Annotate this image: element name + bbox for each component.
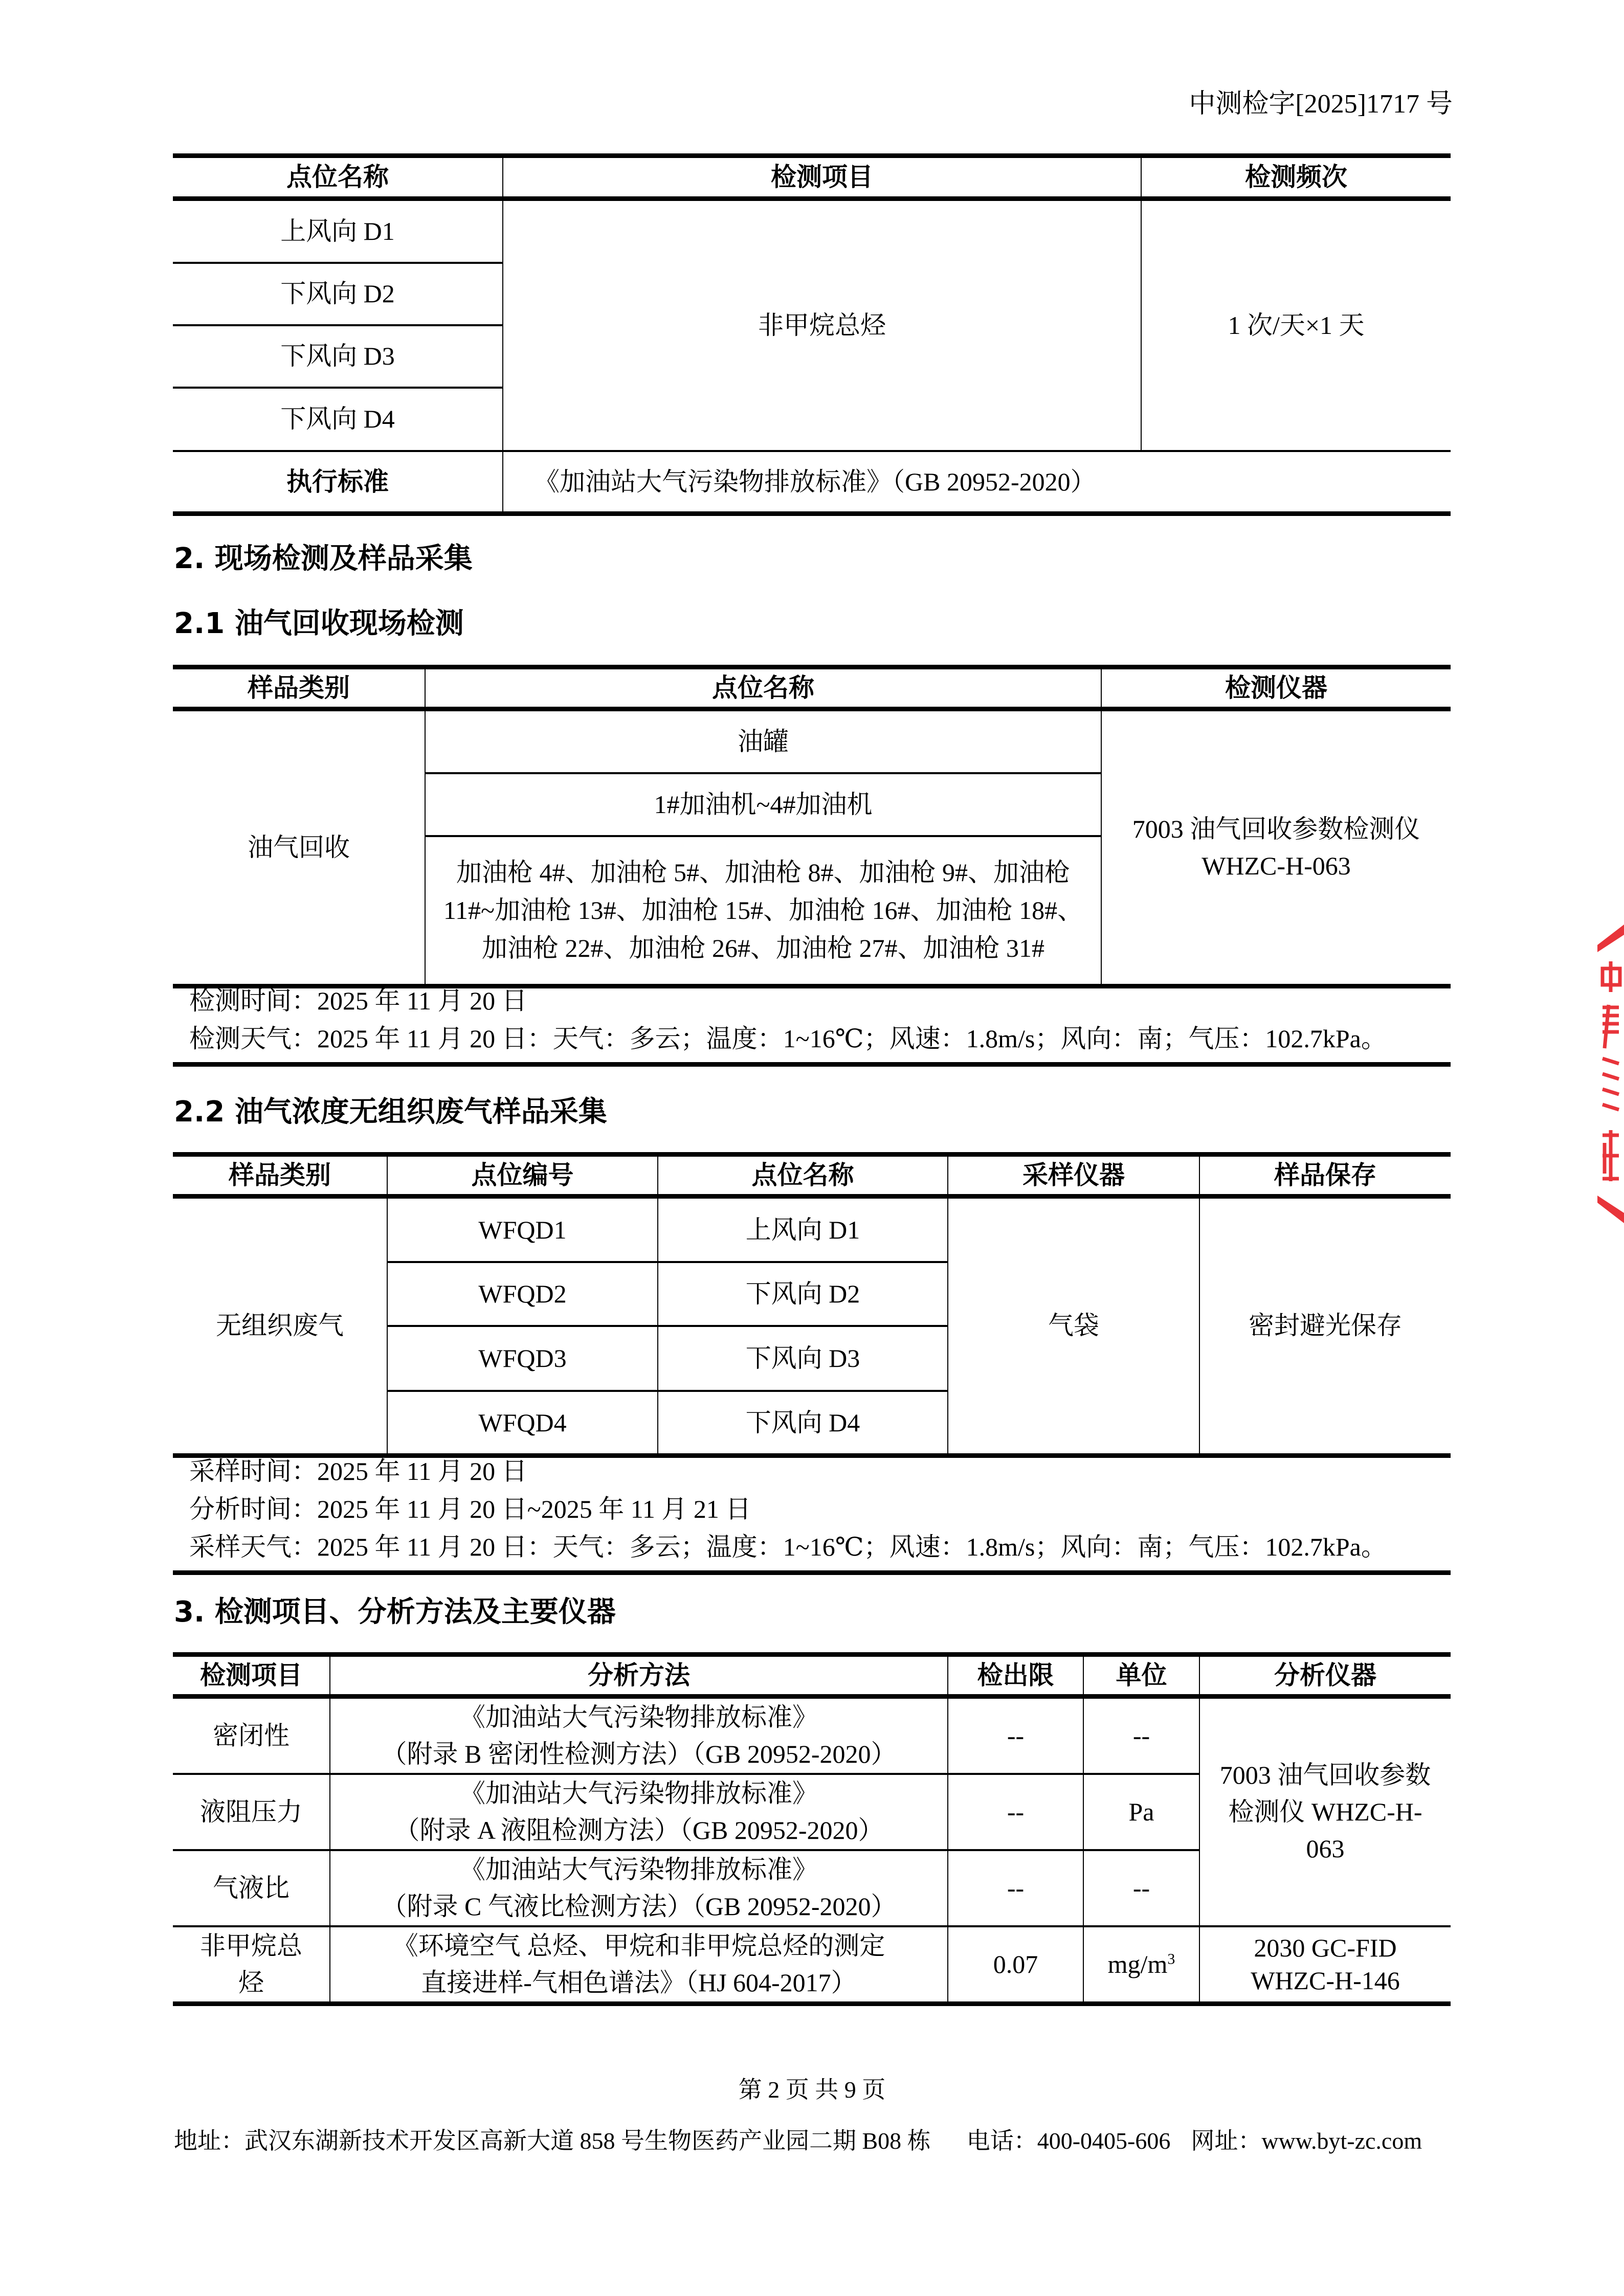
point-name: 上风向 D1	[173, 199, 503, 263]
column-header: 点位编号	[387, 1155, 658, 1197]
column-header: 检测频次	[1141, 156, 1451, 199]
section-2-2-title: 2.2 油气浓度无组织废气样品采集	[174, 1095, 607, 1129]
column-header: 点位名称	[173, 156, 503, 199]
methods-table	[173, 1652, 1451, 2006]
point-name: 下风向 D2	[658, 1262, 948, 1326]
column-header: 分析仪器	[1199, 1655, 1451, 1697]
sample-category: 无组织废气	[173, 1196, 387, 1455]
detection-limit: 0.07	[948, 1926, 1083, 2004]
footer-phone: 电话：400-0405-606	[966, 2128, 1171, 2154]
point-name: 下风向 D3	[658, 1326, 948, 1391]
detection-limit: --	[948, 1696, 1083, 1774]
analysis-instrument: 7003 油气回收参数检测仪 WHZC-H-063	[1199, 1696, 1451, 1926]
analysis-method	[330, 1696, 948, 1774]
unit: --	[1083, 1696, 1199, 1774]
unit: --	[1083, 1850, 1199, 1926]
page-number: 第 2 页 共 9 页	[738, 2077, 886, 2103]
point-code: WFQD4	[387, 1391, 658, 1455]
test-item: 气液比	[173, 1850, 330, 1926]
method-title: 《加油站大气污染物排放标准》	[460, 1779, 818, 1808]
section-2-1-title: 2.1 油气回收现场检测	[174, 607, 464, 640]
point-name: 1#加油机~4#加油机	[425, 773, 1101, 836]
divider	[173, 1570, 1451, 1575]
vapor-recovery-table	[173, 665, 1451, 988]
column-header: 样品类别	[173, 1155, 387, 1197]
section-3-title: 3. 检测项目、分析方法及主要仪器	[174, 1595, 616, 1629]
sample-category: 油气回收	[173, 709, 425, 986]
unit-exponent: 3	[1167, 1950, 1175, 1968]
footer-website: 网址：www.byt-zc.com	[1191, 2128, 1422, 2154]
analysis-time: 分析时间：2025 年 11 月 20 日~2025 年 11 月 21 日	[189, 1495, 751, 1523]
column-header: 样品类别	[173, 667, 425, 709]
unit: Pa	[1083, 1774, 1199, 1850]
test-weather: 检测天气：2025 年 11 月 20 日：天气：多云；温度：1~16℃；风速：1.8m/s；风向：南；气压：102.7kPa。	[189, 1024, 1387, 1053]
test-instrument: 7003 油气回收参数检测仪 WHZC-H-063	[1101, 709, 1451, 986]
detection-limit: --	[948, 1774, 1083, 1850]
analysis-method	[330, 1926, 948, 2004]
test-item: 密闭性	[173, 1696, 330, 1774]
monitoring-plan-table	[173, 153, 1451, 516]
standard-label: 执行标准	[173, 451, 503, 514]
point-name: 下风向 D4	[658, 1391, 948, 1455]
method-detail: （附录 C 气液比检测方法）（GB 20952-2020）	[381, 1892, 897, 1921]
method-detail: （附录 A 液阻检测方法）（GB 20952-2020）	[394, 1816, 884, 1844]
test-time: 检测时间：2025 年 11 月 20 日	[189, 986, 527, 1015]
unit-base: mg/m	[1107, 1949, 1168, 1978]
sampling-time: 采样时间：2025 年 11 月 20 日	[189, 1457, 527, 1485]
method-title: 《环境空气 总烃、甲烷和非甲烷总烃的测定	[392, 1931, 885, 1960]
column-header: 分析方法	[330, 1655, 948, 1697]
test-frequency: 1 次/天×1 天	[1141, 199, 1451, 451]
column-header: 检测项目	[173, 1655, 330, 1697]
method-detail: 直接进样-气相色谱法》（HJ 604-2017）	[421, 1968, 857, 1997]
sampling-notes	[189, 1452, 1387, 1566]
point-code: WFQD3	[387, 1326, 658, 1391]
sample-storage: 密封避光保存	[1199, 1196, 1451, 1455]
sampling-table	[173, 1152, 1451, 1458]
field-test-notes	[189, 982, 1387, 1057]
point-name: 加油枪 4#、加油枪 5#、加油枪 8#、加油枪 9#、加油枪 11#~加油枪 13#、加油枪 15#、加油枪 16#、加油枪 18#、加油枪 22#、加油枪 26#、加油枪 27#、加油枪 31#	[425, 836, 1101, 986]
point-name: 下风向 D4	[173, 388, 503, 451]
sampling-weather: 采样天气：2025 年 11 月 20 日：天气：多云；温度：1~16℃；风速：1.8m/s；风向：南；气压：102.7kPa。	[189, 1533, 1387, 1561]
analysis-method	[330, 1774, 948, 1850]
point-name: 下风向 D2	[173, 263, 503, 325]
footer-contact	[174, 2122, 1422, 2156]
test-item: 非甲烷总烃	[503, 199, 1141, 451]
column-header: 单位	[1083, 1655, 1199, 1697]
analysis-instrument: 2030 GC-FID WHZC-H-146	[1199, 1926, 1451, 2004]
seal-stamp-icon	[1593, 915, 1624, 1232]
unit	[1083, 1926, 1199, 2004]
point-code: WFQD1	[387, 1196, 658, 1262]
document-number: 中测检字[2025]1717 号	[1189, 89, 1453, 119]
point-name: 上风向 D1	[658, 1196, 948, 1262]
column-header: 采样仪器	[948, 1155, 1199, 1197]
sampling-instrument: 气袋	[948, 1196, 1199, 1455]
footer-address: 地址：武汉东湖新技术开发区高新大道 858 号生物医药产业园二期 B08 栋	[174, 2128, 931, 2154]
method-title: 《加油站大气污染物排放标准》	[460, 1702, 818, 1731]
column-header: 检出限	[948, 1655, 1083, 1697]
divider	[173, 1062, 1451, 1067]
method-detail: （附录 B 密闭性检测方法）（GB 20952-2020）	[381, 1740, 897, 1768]
method-title: 《加油站大气污染物排放标准》	[460, 1855, 818, 1884]
column-header: 样品保存	[1199, 1155, 1451, 1197]
test-item: 非甲烷总烃	[173, 1926, 330, 2004]
point-name: 油罐	[425, 709, 1101, 773]
detection-limit: --	[948, 1850, 1083, 1926]
point-name: 下风向 D3	[173, 325, 503, 388]
section-2-title: 2. 现场检测及样品采集	[174, 542, 473, 575]
column-header: 检测仪器	[1101, 667, 1451, 709]
column-header: 点位名称	[425, 667, 1101, 709]
column-header: 检测项目	[503, 156, 1141, 199]
standard-value: 《加油站大气污染物排放标准》（GB 20952-2020）	[503, 451, 1451, 514]
test-item: 液阻压力	[173, 1774, 330, 1850]
column-header: 点位名称	[658, 1155, 948, 1197]
analysis-method	[330, 1850, 948, 1926]
point-code: WFQD2	[387, 1262, 658, 1326]
